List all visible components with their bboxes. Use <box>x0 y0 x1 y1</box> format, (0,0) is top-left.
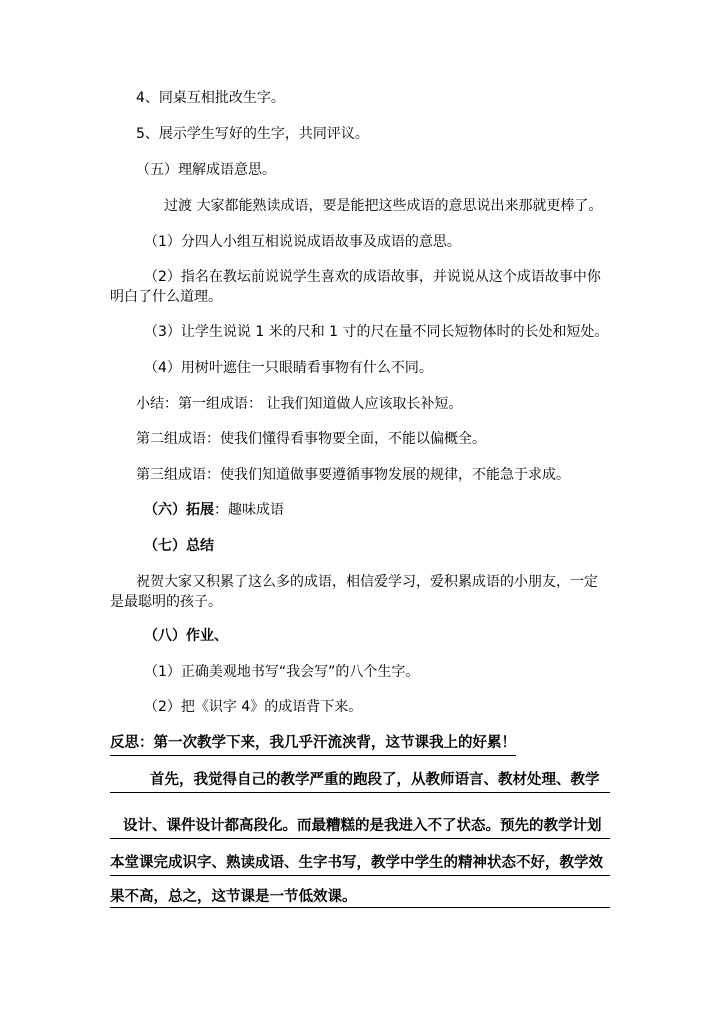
homework-1: （1）正确美观地书写“我会写”的八个生字。 <box>144 664 420 680</box>
section-7-title: （七）总结 <box>144 538 214 554</box>
section-6-text: ：趣味成语 <box>214 502 284 518</box>
homework-2: （2）把《识字 4》的成语背下来。 <box>144 699 363 715</box>
conclusion-line-2: 是最聪明的孩子。 <box>110 594 222 610</box>
transition-text: 过渡 大家都能熟读成语，要是能把这些成语的意思说出来那就更棒了。 <box>164 198 603 214</box>
section-5-title: （五）理解成语意思。 <box>136 162 276 178</box>
reflection-line-2: 首先，我觉得自己的教学严重的跑段了，从教师语言、教材处理、教学 <box>150 772 600 788</box>
section-8-title: （八）作业、 <box>144 628 228 644</box>
underline-3 <box>110 838 610 839</box>
section-6-title: （六）拓展 <box>144 502 214 518</box>
underline-5 <box>110 907 610 908</box>
step-3: （3）让学生说说 1 米的尺和 1 寸的尺在量不同长短物体时的长处和短处。 <box>144 324 609 340</box>
reflection-line-1: 反思：第一次教学下来，我几乎汗流浃背，这节课我上的好累！ <box>110 735 516 751</box>
reflection-line-5: 果不高，总之，这节课是一节低效课。 <box>110 889 357 905</box>
reflection-line-4: 本堂课完成识字、熟读成语、生字书写，教学中学生的精神状态不好，教学效 <box>110 855 603 871</box>
section-6-heading <box>144 501 284 519</box>
underline-2 <box>110 792 610 793</box>
lesson-item-5: 5、展示学生写好的生字，共同评议。 <box>136 126 369 142</box>
step-1: （1）分四人小组互相说说成语故事及成语的意思。 <box>144 234 461 250</box>
step-4: （4）用树叶遮住一只眼睛看事物有什么不同。 <box>144 360 433 376</box>
summary-group-1: 小结：第一组成语： 让我们知道做人应该取长补短。 <box>136 396 463 412</box>
lesson-item-4: 4、同桌互相批改生字。 <box>136 90 285 106</box>
underline-1 <box>110 755 516 756</box>
conclusion-line-1: 祝贺大家又积累了这么多的成语，相信爱学习，爱积累成语的小朋友，一定 <box>136 574 598 590</box>
step-2-line-2: 明白了什么道理。 <box>110 289 222 305</box>
underline-4 <box>110 875 610 876</box>
reflection-line-3: 设计、课件设计都高段化。而最糟糕的是我进入不了状态。预先的教学计划 <box>123 818 602 834</box>
step-2-line-1: （2）指名在教坛前说说学生喜欢的成语故事，并说说从这个成语故事中你 <box>144 269 601 285</box>
summary-group-3: 第三组成语：使我们知道做事要遵循事物发展的规律，不能急于求成。 <box>136 467 570 483</box>
summary-group-2: 第二组成语：使我们懂得看事物要全面，不能以偏概全。 <box>136 431 486 447</box>
